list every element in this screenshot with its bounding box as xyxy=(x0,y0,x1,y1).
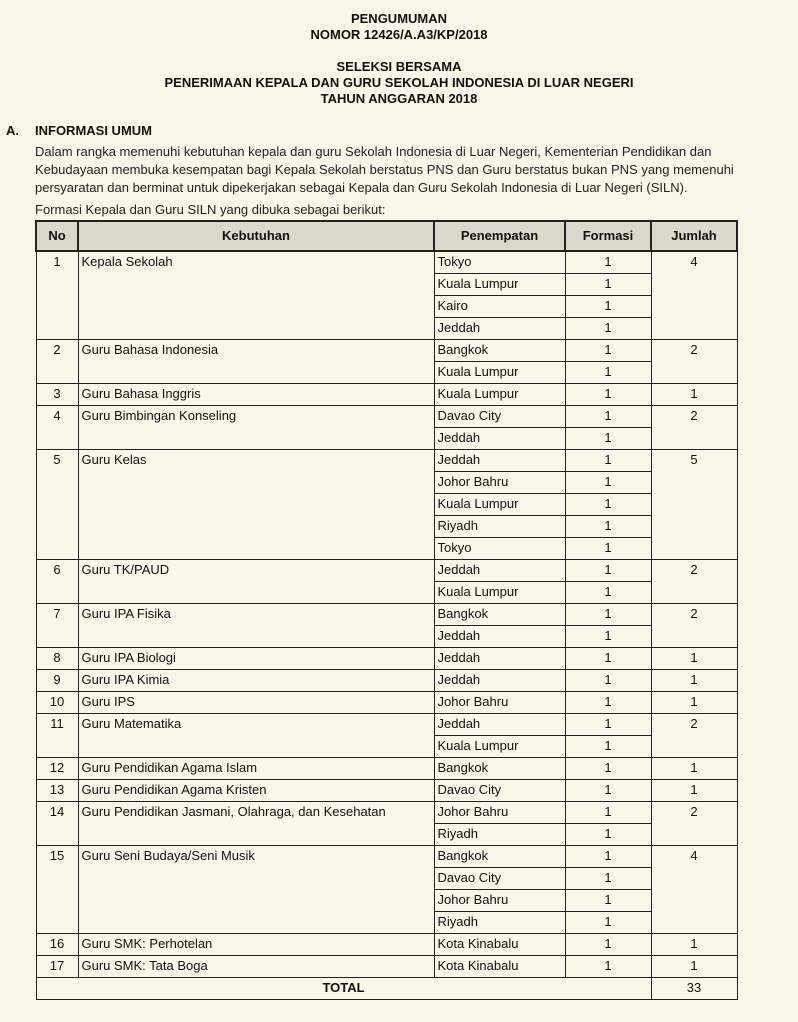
kebutuhan-cell: Guru IPS xyxy=(78,692,434,714)
row-number: 15 xyxy=(36,846,78,934)
jumlah-cell: 1 xyxy=(651,758,737,780)
jumlah-cell: 1 xyxy=(651,956,737,978)
formasi-cell: 1 xyxy=(565,251,651,274)
row-number: 13 xyxy=(36,780,78,802)
penempatan-cell: Davao City xyxy=(434,780,565,802)
table-row xyxy=(36,934,737,956)
table-row xyxy=(36,780,737,802)
penempatan-cell: Kuala Lumpur xyxy=(434,274,565,296)
kebutuhan-cell: Guru Pendidikan Agama Kristen xyxy=(78,780,434,802)
table-row xyxy=(36,846,737,868)
penempatan-cell: Riyadh xyxy=(434,912,565,934)
jumlah-cell: 1 xyxy=(651,384,737,406)
penempatan-cell: Tokyo xyxy=(434,251,565,274)
table-row xyxy=(36,648,737,670)
jumlah-cell: 4 xyxy=(651,846,737,934)
total-value: 33 xyxy=(651,978,737,1000)
penempatan-cell: Jeddah xyxy=(434,318,565,340)
row-number: 12 xyxy=(36,758,78,780)
formasi-cell: 1 xyxy=(565,736,651,758)
jumlah-cell: 1 xyxy=(651,934,737,956)
table-row xyxy=(36,956,737,978)
table-row xyxy=(36,802,737,824)
formasi-cell: 1 xyxy=(565,692,651,714)
jumlah-cell: 2 xyxy=(651,802,737,846)
total-row xyxy=(36,978,737,1000)
column-header-jumlah: Jumlah xyxy=(651,221,737,251)
kebutuhan-cell: Guru IPA Biologi xyxy=(78,648,434,670)
row-number: 2 xyxy=(36,340,78,384)
penempatan-cell: Kota Kinabalu xyxy=(434,956,565,978)
announcement-title: PENGUMUMAN xyxy=(350,11,448,26)
table-row xyxy=(36,340,737,362)
row-number: 9 xyxy=(36,670,78,692)
formasi-table xyxy=(35,220,738,1000)
table-row xyxy=(36,406,737,428)
kebutuhan-cell: Guru SMK: Tata Boga xyxy=(78,956,434,978)
formasi-cell: 1 xyxy=(565,758,651,780)
column-header-penempatan: Penempatan xyxy=(434,221,565,251)
penempatan-cell: Johor Bahru xyxy=(434,890,565,912)
jumlah-cell: 2 xyxy=(651,560,737,604)
penempatan-cell: Riyadh xyxy=(434,516,565,538)
kebutuhan-cell: Guru IPA Fisika xyxy=(78,604,434,648)
jumlah-cell: 2 xyxy=(651,714,737,758)
penempatan-cell: Bangkok xyxy=(434,604,565,626)
table-body xyxy=(36,251,737,978)
total-label: TOTAL xyxy=(36,978,651,1000)
penempatan-cell: Kuala Lumpur xyxy=(434,384,565,406)
formasi-cell: 1 xyxy=(565,296,651,318)
fiscal-year: TAHUN ANGGARAN 2018 xyxy=(320,91,478,106)
penempatan-cell: Davao City xyxy=(434,406,565,428)
penempatan-cell: Bangkok xyxy=(434,846,565,868)
table-row xyxy=(36,714,737,736)
formasi-cell: 1 xyxy=(565,406,651,428)
penempatan-cell: Kuala Lumpur xyxy=(434,582,565,604)
row-number: 5 xyxy=(36,450,78,560)
kebutuhan-cell: Guru SMK: Perhotelan xyxy=(78,934,434,956)
row-number: 10 xyxy=(36,692,78,714)
table-header-row xyxy=(36,221,737,251)
kebutuhan-cell: Kepala Sekolah xyxy=(78,251,434,340)
row-number: 6 xyxy=(36,560,78,604)
penempatan-cell: Johor Bahru xyxy=(434,692,565,714)
penempatan-cell: Johor Bahru xyxy=(434,802,565,824)
kebutuhan-cell: Guru Bimbingan Konseling xyxy=(78,406,434,450)
row-number: 17 xyxy=(36,956,78,978)
table-row xyxy=(36,384,737,406)
penempatan-cell: Jeddah xyxy=(434,450,565,472)
penempatan-cell: Kairo xyxy=(434,296,565,318)
table-row xyxy=(36,450,737,472)
penempatan-cell: Jeddah xyxy=(434,714,565,736)
formasi-cell: 1 xyxy=(565,582,651,604)
formasi-cell: 1 xyxy=(565,450,651,472)
table-row xyxy=(36,604,737,626)
column-header-kebutuhan: Kebutuhan xyxy=(78,221,434,251)
formasi-cell: 1 xyxy=(565,670,651,692)
formasi-cell: 1 xyxy=(565,934,651,956)
formasi-cell: 1 xyxy=(565,912,651,934)
penempatan-cell: Riyadh xyxy=(434,824,565,846)
jumlah-cell: 1 xyxy=(651,780,737,802)
penempatan-cell: Kuala Lumpur xyxy=(434,362,565,384)
formasi-cell: 1 xyxy=(565,340,651,362)
column-header-formasi: Formasi xyxy=(565,221,651,251)
row-number: 3 xyxy=(36,384,78,406)
table-row xyxy=(36,758,737,780)
formasi-cell: 1 xyxy=(565,626,651,648)
formasi-cell: 1 xyxy=(565,802,651,824)
row-number: 4 xyxy=(36,406,78,450)
kebutuhan-cell: Guru Pendidikan Agama Islam xyxy=(78,758,434,780)
formasi-cell: 1 xyxy=(565,560,651,582)
formasi-cell: 1 xyxy=(565,714,651,736)
table-row xyxy=(36,670,737,692)
penempatan-cell: Bangkok xyxy=(434,758,565,780)
section-title: INFORMASI UMUM xyxy=(35,123,152,138)
jumlah-cell: 1 xyxy=(651,670,737,692)
kebutuhan-cell: Guru TK/PAUD xyxy=(78,560,434,604)
formasi-cell: 1 xyxy=(565,472,651,494)
formasi-cell: 1 xyxy=(565,780,651,802)
formasi-cell: 1 xyxy=(565,846,651,868)
column-header-no: No xyxy=(36,221,78,251)
table-row xyxy=(36,560,737,582)
penempatan-cell: Jeddah xyxy=(434,648,565,670)
row-number: 11 xyxy=(36,714,78,758)
kebutuhan-cell: Guru Matematika xyxy=(78,714,434,758)
kebutuhan-cell: Guru Pendidikan Jasmani, Olahraga, dan Kesehatan xyxy=(78,802,434,846)
row-number: 14 xyxy=(36,802,78,846)
intro-paragraph: Dalam rangka memenuhi kebutuhan kepala dan guru Sekolah Indonesia di Luar Negeri, Kementerian Pendidikan dan Kebudayaan membuka kesempatan bagi Kepala Sekolah berstatus PNS dan Guru berstatus bukan PNS yang memenuhi persyaratan dan berminat untuk dipekerjakan sebagai Kepala dan Guru Sekolah Indonesia di Luar Negeri (SILN). xyxy=(35,144,734,195)
kebutuhan-cell: Guru Bahasa Inggris xyxy=(78,384,434,406)
kebutuhan-cell: Guru IPA Kimia xyxy=(78,670,434,692)
jumlah-cell: 2 xyxy=(651,406,737,450)
table-row xyxy=(36,251,737,274)
jumlah-cell: 5 xyxy=(651,450,737,560)
kebutuhan-cell: Guru Seni Budaya/Seni Musik xyxy=(78,846,434,934)
formasi-cell: 1 xyxy=(565,274,651,296)
row-number: 16 xyxy=(36,934,78,956)
penempatan-cell: Johor Bahru xyxy=(434,472,565,494)
penempatan-cell: Tokyo xyxy=(434,538,565,560)
formasi-cell: 1 xyxy=(565,890,651,912)
formasi-cell: 1 xyxy=(565,362,651,384)
jumlah-cell: 2 xyxy=(651,340,737,384)
table-caption: Formasi Kepala dan Guru SILN yang dibuka sebagai berikut: xyxy=(35,202,386,217)
formasi-cell: 1 xyxy=(565,384,651,406)
table-row xyxy=(36,692,737,714)
penempatan-cell: Jeddah xyxy=(434,670,565,692)
formasi-cell: 1 xyxy=(565,538,651,560)
row-number: 1 xyxy=(36,251,78,340)
jumlah-cell: 4 xyxy=(651,251,737,340)
formasi-cell: 1 xyxy=(565,868,651,890)
formasi-cell: 1 xyxy=(565,648,651,670)
penempatan-cell: Jeddah xyxy=(434,560,565,582)
penempatan-cell: Bangkok xyxy=(434,340,565,362)
formasi-cell: 1 xyxy=(565,494,651,516)
row-number: 8 xyxy=(36,648,78,670)
formasi-cell: 1 xyxy=(565,824,651,846)
formasi-cell: 1 xyxy=(565,956,651,978)
section-letter: A. xyxy=(6,123,19,138)
penempatan-cell: Kuala Lumpur xyxy=(434,736,565,758)
formasi-cell: 1 xyxy=(565,516,651,538)
jumlah-cell: 2 xyxy=(651,604,737,648)
formasi-cell: 1 xyxy=(565,428,651,450)
row-number: 7 xyxy=(36,604,78,648)
formasi-cell: 1 xyxy=(565,604,651,626)
jumlah-cell: 1 xyxy=(651,648,737,670)
selection-title: SELEKSI BERSAMA xyxy=(336,59,462,74)
penempatan-cell: Davao City xyxy=(434,868,565,890)
penempatan-cell: Jeddah xyxy=(434,428,565,450)
selection-subtitle: PENERIMAAN KEPALA DAN GURU SEKOLAH INDONESIA DI LUAR NEGERI xyxy=(164,75,634,90)
penempatan-cell: Kota Kinabalu xyxy=(434,934,565,956)
kebutuhan-cell: Guru Kelas xyxy=(78,450,434,560)
kebutuhan-cell: Guru Bahasa Indonesia xyxy=(78,340,434,384)
announcement-number: NOMOR 12426/A.A3/KP/2018 xyxy=(310,27,488,42)
penempatan-cell: Jeddah xyxy=(434,626,565,648)
jumlah-cell: 1 xyxy=(651,692,737,714)
penempatan-cell: Kuala Lumpur xyxy=(434,494,565,516)
formasi-cell: 1 xyxy=(565,318,651,340)
